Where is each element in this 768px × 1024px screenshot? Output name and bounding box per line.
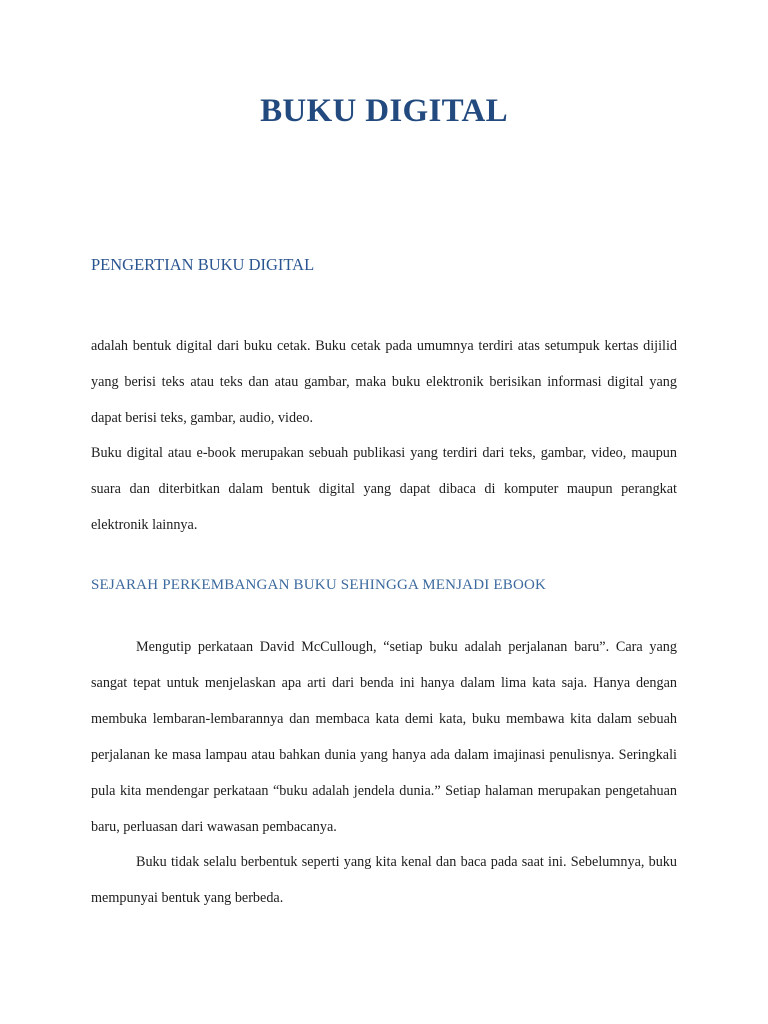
paragraph-book-forms: Buku tidak selalu berbentuk seperti yang kita kenal dan baca pada saat ini. Sebelumnya, buku mempunyai bentuk yang berbeda. xyxy=(91,854,677,906)
paragraph-ebook-description: Buku digital atau e-book merupakan sebuah publikasi yang terdiri dari teks, gambar, video, maupun suara dan diterbitkan dalam bentuk digital yang dapat dibaca di komputer maupun perangkat elektronik lainnya. xyxy=(91,445,677,533)
section-heading-sejarah: SEJARAH PERKEMBANGAN BUKU SEHINGGA MENJADI EBOOK xyxy=(91,577,547,593)
section-heading-pengertian: PENGERTIAN BUKU DIGITAL xyxy=(91,255,315,274)
document-title: BUKU DIGITAL xyxy=(260,93,508,129)
paragraph-definition: adalah bentuk digital dari buku cetak. Buku cetak pada umumnya terdiri atas setumpuk kertas dijilid yang berisi teks atau teks dan atau gambar, maka buku elektronik berisikan informasi digital yang dapat berisi teks, gambar, audio, video. xyxy=(91,338,677,426)
paragraph-mccullough-quote: Mengutip perkataan David McCullough, “setiap buku adalah perjalanan baru”. Cara yang sangat tepat untuk menjelaskan apa arti dari benda ini hanya dalam lima kata saja. Hanya dengan membuka lembaran-lembarannya dan membaca kata demi kata, buku membawa kita dalam sebuah perjalanan ke masa lampau atau bahkan dunia yang hanya ada dalam imajinasi penulisnya. Seringkali pula kita mendengar perkataan “buku adalah jendela dunia.” Setiap halaman merupakan pengetahuan baru, perluasan dari wawasan pembacanya. xyxy=(91,639,677,835)
